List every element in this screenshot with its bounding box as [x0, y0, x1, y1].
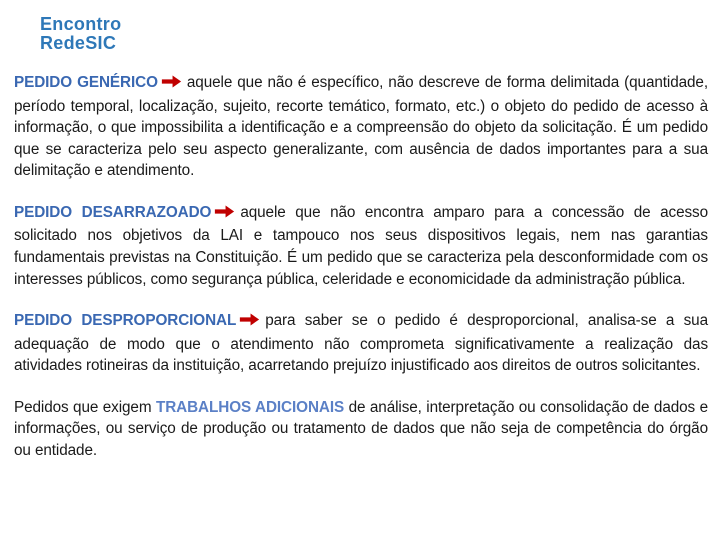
paragraph-text: aquele que não é específico, não descreve de forma delimitada (quantidade, período temporal, localização, sujeito, recorte temático, formato, etc.) o objeto do pedido de acesso à informação, o que impossibilita a identificação e a compreensão do objeto da solicitação. É um pedido que se caracteriza pelo seu aspecto generalizante, com ausência de dados importantes para a sua delimitação e atendimento.	[14, 74, 708, 180]
paragraph-text-suffix: de análise, interpretação ou consolidação de dados e informações, ou serviço de produção ou tratamento de dados que não seja de competência do órgão ou entidade.	[14, 398, 708, 459]
slide-body	[14, 72, 708, 481]
logo-line-2: RedeSIC	[40, 33, 117, 54]
rede-sic-logo	[40, 15, 121, 54]
right-arrow-icon	[161, 74, 182, 96]
paragraph-pedido-desproporcional	[14, 310, 708, 377]
heading-pedido-desarrazoado: PEDIDO DESARRAZOADO	[14, 203, 212, 221]
paragraph-pedido-generico	[14, 72, 708, 182]
heading-pedido-generico: PEDIDO GENÉRICO	[14, 74, 158, 91]
logo-line-1: Encontro	[40, 14, 122, 34]
highlight-trabalhos-adicionais: TRABALHOS ADICIONAIS	[155, 398, 345, 416]
paragraph-text-prefix: Pedidos que exigem	[14, 398, 152, 416]
paragraph-pedido-desarrazoado	[14, 202, 708, 290]
paragraph-trabalhos-adicionais	[14, 397, 708, 462]
paragraph-text: aquele que não encontra amparo para a concessão de acesso solicitado nos objetivos da LAI e tampouco nos seus dispositivos legais, nem nas garantias fundamentais previstas na Constituição. É um pedido que se caracteriza pela desconformidade com os interesses públicos, como segurança pública, celeridade e economicidade da administração pública.	[14, 203, 708, 288]
right-arrow-icon	[239, 312, 260, 334]
right-arrow-icon	[214, 204, 235, 226]
heading-pedido-desproporcional: PEDIDO DESPROPORCIONAL	[14, 312, 237, 330]
paragraph-text: para saber se o pedido é desproporcional, analisa-se a sua adequação de modo que o atendimento não comprometa significativamente a realização das atividades rotineiras da instituição, acarretando prejuízo injustificado aos direitos de outros solicitantes.	[14, 312, 708, 375]
